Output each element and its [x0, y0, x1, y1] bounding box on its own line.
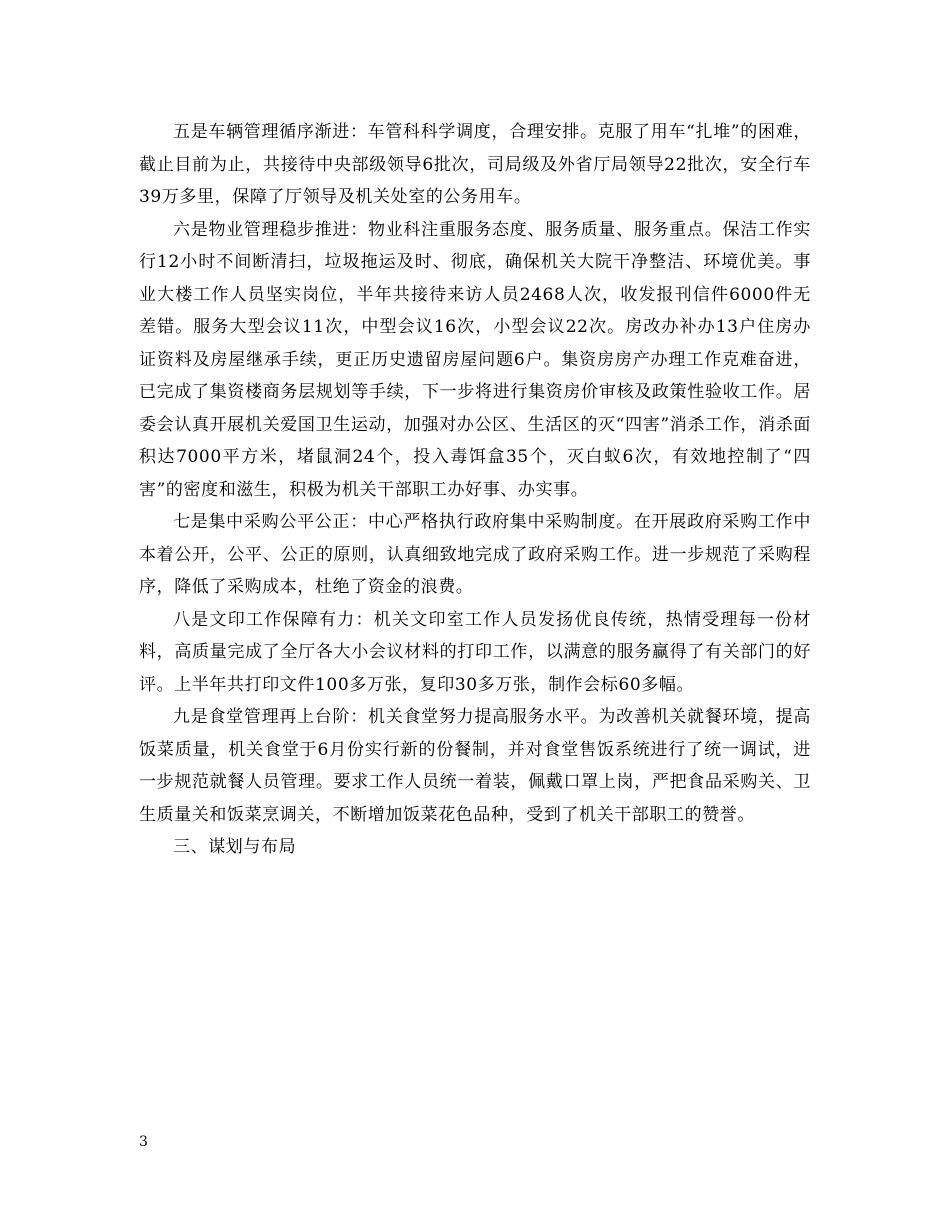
paragraph-vehicle-management: 五是车辆管理循序渐进：车管科科学调度，合理安排。克服了用车“扎堆”的困难，截止目前为止，共接待中央部级领导6批次，司局级及外省厅局领导22批次，安全行车39万多里，保障了厅领导及机关处室的公务用车。 — [139, 122, 811, 207]
paragraph-printing-work: 八是文印工作保障有力：机关文印室工作人员发扬优良传统，热情受理每一份材料，高质量完成了全厅各大小会议材料的打印工作，以满意的服务赢得了有关部门的好评。上半年共打印文件100多万张，复印30多万张，制作会标60多幅。 — [139, 609, 811, 695]
paragraph-centralized-procurement: 七是集中采购公平公正：中心严格执行政府集中采购制度。在开展政府采购工作中本着公开，公平、公正的原则，认真细致地完成了政府采购工作。进一步规范了采购程序，降低了采购成本，杜绝了资金的浪费。 — [139, 512, 811, 597]
paragraph-canteen-management: 九是食堂管理再上台阶：机关食堂努力提高服务水平。为改善机关就餐环境，提高饭菜质量，机关食堂于6月份实行新的份餐制，并对食堂售饭系统进行了统一调试，进一步规范就餐人员管理。要求工作人员统一着装，佩戴口罩上岗，严把食品采购关、卫生质量关和饭菜烹调关，不断增加饭菜花色品种，受到了机关干部职工的赞誉。 — [139, 707, 811, 825]
page-number: 3 — [139, 1134, 148, 1150]
section-heading-planning: 三、谋划与布局 — [173, 837, 297, 857]
paragraph-property-management: 六是物业管理稳步推进：物业科注重服务态度、服务质量、服务重点。保洁工作实行12小时不间断清扫，垃圾拖运及时、彻底，确保机关大院干净整洁、环境优美。事业大楼工作人员坚实岗位，半年共接待来访人员2468人次，收发报刊信件6000件无差错。服务大型会议11次，中型会议16次，小型会议22次。房改办补办13户住房办证资料及房屋继承手续，更正历史遗留房屋问题6户。集资房房产办理工作克难奋进，已完成了集资楼商务层规划等手续，下一步将进行集资房价审核及政策性验收工作。居委会认真开展机关爱国卫生运动，加强对办公区、生活区的灭“四害”消杀工作，消杀面积达7000平方米，堵鼠洞24个，投入毒饵盒35个，灭白蚁6次，有效地控制了“四害”的密度和滋生，积极为机关干部职工办好事、办实事。 — [139, 219, 811, 500]
document-body — [139, 116, 811, 864]
